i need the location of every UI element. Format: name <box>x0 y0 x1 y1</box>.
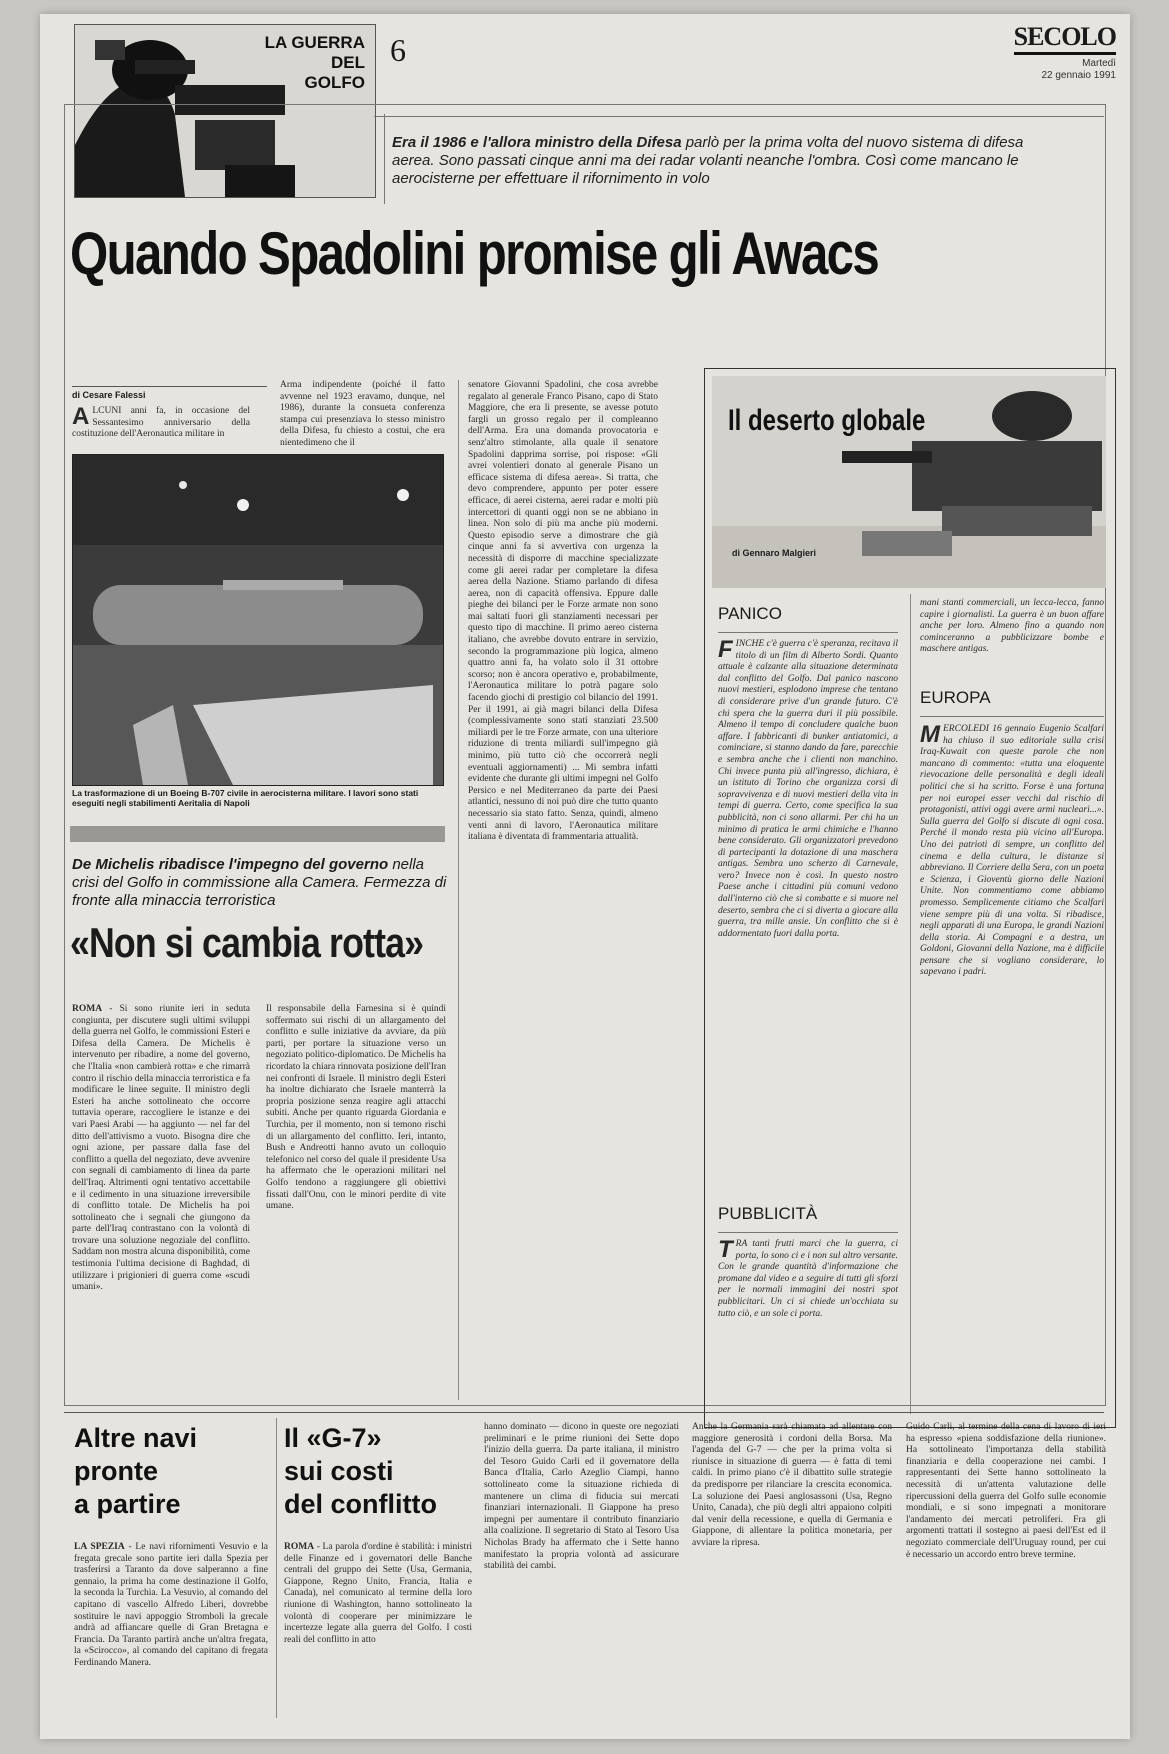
dateline-date: 22 gennaio 1991 <box>1041 70 1116 81</box>
newspaper-name: SECOLO <box>1014 22 1116 55</box>
navi-text <box>74 1542 268 1712</box>
dateline-day: Martedì <box>1082 58 1116 69</box>
europa-heading: EUROPA <box>920 688 991 707</box>
main-col-3: senatore Giovanni Spadolini, che cosa avrebbe regalato al generale Franco Pisano, capo di Stato Maggiore, che era lì presente, se avesse potuto fargli un grosso regalo per il compleanno dell'Arma. Era una domanda provocatoria e senz'altro stimolante, alla quale il senatore Spadolini dapprima sorrise, poi rispose: «Gli avrei volentieri donato al generale Pisano un efficace sistema di difesa aerea». Si tratta, che devo comprendere, appunto per poter essere efficace, di aerei cisterna, aerei radar e molti più intercettori di quanti oggi non se ne abbiano in linea. Non solo di più ma anche più moderni. Questo episodio serve a dimostrare che già cinque anni fa si avvertiva con urgenza la necessità di disporre di macchine specializzate come gli aerei radar per completare la difesa aerea della Nazione. Stiamo parlando di difesa aerea, non di capacità offensiva. Eppure dalle pieghe dei bilanci per le Forze armate non sono mai saltati fuori gli stanziamenti necessari per questo tipo di macchine. Il primo aereo cisterna italiano, che avrebbe dovuto entrare in servizio, secondo la programmazione più logica, almeno quattro anni fa, ha volato solo il 31 ottobre scorso; non è ancora operativo e, probabilmente, l'Aeronautica militare lo potrà pagare solo facendo giochi di prestigio col bilancio del 1991. Per il 1991, ai già magri bilanci della Difesa (complessivamente sono stati stanziati 23.500 miliardi per le tre Forze armate, con una ulteriore riduzione di trenta miliardi sull'impegno già minimo, più tutto ciò che occorrerà negli eventuali aggiornamenti) ... Mi sembra infatti evidente che durante gli ultimi impegni nel Golfo Persico e nel Mediterraneo da parte dei Paesi atlantici, nessuno di noi può dire che tutto quanto necessario sia stato fatto. Senza, quindi, almeno venti anni di lavoro, l'Aeronautica militare italiana è diventata di frammentaria attualità. <box>468 380 658 843</box>
second-kicker-rest: nella crisi del Golfo in commissione alla Camera. Fermezza di fronte alla minaccia terroristica <box>72 856 447 909</box>
newspaper-page <box>40 14 1130 1739</box>
section-title <box>265 33 365 93</box>
main-col-1-text: LCUNI anni fa, in occasione del Sessantesimo anniversario della costituzione dell'Aeronautica militare in <box>72 406 250 440</box>
second-col-1-text: - Si sono riunite ieri in seduta congiunta, per discutere sugli ultimi sviluppi della guerra nel Golfo, le commissioni Esteri e Difesa della Camera. De Michelis è intervenuto per ribadire, a nome del governo, che l'Italia «non cambierà rotta» e che rimarrà contro il rischio della minaccia terroristica e fa modificare le linee seguite. Il ministro degli Esteri ha anche sottolineato che occorre tuttavia operare, raccogliere le istanze e dei vari Paesi Arabi — ha aggiunto — nel far del ditto dell'attivismo a vuoto. Bisogna dire che ogni azione, per passare dalla fase del conflitto a quella del negoziato, deve avvenire con segnali di cambiamento di linea da parte dell'Iraq. Altrimenti ogni tentativo accettabile e il cedimento in una situazione irreversibile di conflitto totale. De Michelis ha poi sottolineato che i segnali che giungono da parte dell'Iraq contrastano con la volontà di trovare una soluzione negoziale del conflitto. Saddam non mostra alcuna disponibilità, come testimonia l'ultima decisione di Baghdad, di utilizzare i prigionieri di guerra come «scudi umani». <box>72 1004 250 1293</box>
main-dropcap: A <box>72 406 90 430</box>
pubblicita-text-block <box>718 1239 898 1419</box>
second-col-1-lead: ROMA <box>72 1004 103 1014</box>
main-kicker <box>392 134 1042 188</box>
main-headline: Quando Spadolini promise gli Awacs <box>70 220 879 287</box>
bottom-headline-line: a partire <box>74 1489 181 1519</box>
deserto-col-2-top: mani stanti commerciali, un lecca-lecca, fanno capire i giornalisti. La guerra è un buon affare anche per loro. Almeno fino a quando non cominceranno a pubblicizzare bombe e maschere antigas. <box>920 598 1104 655</box>
g7-lead: ROMA <box>284 1542 315 1552</box>
page-number: 6 <box>390 32 406 68</box>
deserto-byline: di Gennaro Malgieri <box>732 548 817 558</box>
aircraft-photo <box>72 454 444 786</box>
europa-text-block <box>920 724 1104 1419</box>
aircraft-photo-caption: La trasformazione di un Boeing B-707 civile in aerocisterna militare. I lavori sono stati eseguiti negli stabilimenti Aeritalia di Napoli <box>72 788 419 808</box>
main-kicker-rest: parlò per la prima volta del nuovo sistema di difesa aerea. Sono passati cinque anni ma dei radar volanti neanche l'ombra. Così come mancano le aerocisterne per effettuare il rifornimento in volo <box>392 134 1024 187</box>
bottom-headline-line: sui costi <box>284 1456 394 1486</box>
panico-text: INCHÉ c'è guerra c'è speranza, recitava il titolo di un film di Alberto Sordi. Quanto attuale è calzante alla situazione determinata dal conflitto del Golfo. Dal panico nascono nuovi mestieri, esplodono imprese che tentano di considerare prive d'un grande futuro. C'è chi spera che la guerra duri il più possibile. Almeno il tempo di concludere qualche buon affare. I fabbricanti di bunker antiatomici, a cominciare, si stanno dando da fare, parecchie e sembra anche che i clienti non manchino. Chi invece punta più all'ingresso, dichiara, è un istituto di Torino che organizza corsi di sopravvivenza e di nuovi mestieri della vita in tempi di guerra. Certo, come specifica la sua pubblicità, non ci sono allarmi. Per chi ha un minimo di pratica le armi chimiche e l'hanno bene considerato. Gli organizzatori prevedono di partecipanti la dotazione di una maschera antigas. Sembra uno scherzo di Carnevale, vero? Invece non è così. In questo nostro Paese anche i cittadini più comuni vedono dall'interno ciò che si combatte e si muore nel deserto, sembra che ci si diverta a giocare alla guerra, tra mille ansie. Un conflitto che si è addormentato fuori dalla porta. <box>718 639 898 939</box>
panico-dropcap: F <box>718 639 733 663</box>
g7-col-3: Anche la Germania sarà chiamata ad allentare con maggiore generosità i cordoni della Borsa. Ma l'agenda del G-7 — che per la prima volta si riunisce in situazione di guerra — è fatta di temi caldi. In primo piano c'è il dibattito sulle strategie da predisporre per rilanciare la crescita economica. La soluzione dei Paesi anglosassoni (Usa, Regno Unito, Canada), che più degli altri appaiono colpiti dal venir della recessione, e quella di Germania e Giappone, di allentare la politica monetaria, per avviare la ripresa. <box>692 1422 892 1548</box>
bottom-headline-navi <box>74 1422 274 1521</box>
bottom-headline-g7 <box>284 1422 484 1521</box>
bottom-headline-line: pronte <box>74 1456 158 1486</box>
bottom-headline-line: del conflitto <box>284 1489 437 1519</box>
pubblicita-text: RA tanti frutti marci che la guerra, ci porta, lo sono ci e i non sul altro versante. Con le grande quantità d'informazione che promane dal video e a seguire di tutti gli sforzi per le normali immagini dei nostri spot pubblicitari. Un ci si chiede un'occhiata su tutto ciò, e un sole ci porta. <box>718 1239 898 1319</box>
navi-body: - Le navi rifornimenti Vesuvio e la fregata grecale sono partite ieri dalla Spezia per trasferirsi a Taranto da dove salperanno a fine gennaio, la prima ha come destinazione il Golfo, la seconda la Turchia. La Vesuvio, al comando del capitano di vascello Alfredo Liberi, dovrebbe sostituire le navi appoggio Stromboli la grecale andrà ad affiancare quelle di Gran Bretagna e Francia. Da Taranto partirà anche un'altra fregata, la «Scirocco», al comando del capitano di fregata Ferdinando Manera. <box>74 1542 268 1668</box>
separator-band <box>70 826 445 842</box>
main-kicker-bold: Era il 1986 e l'allora ministro della Difesa <box>392 134 682 151</box>
section-title-line: GOLFO <box>304 73 365 92</box>
section-title-line: DEL <box>331 53 365 72</box>
deserto-photo <box>712 376 1106 588</box>
second-col-1 <box>72 1004 250 1399</box>
second-headline: «Non si cambia rotta» <box>70 919 424 966</box>
g7-body: - La parola d'ordine è stabilità: i ministri delle Finanze ed i governatori delle Banche centrali del gruppo dei Sette (Usa, Germania, Giappone, Regno Unito, Francia, Italia e Canada), nel comunicato al termine della loro riunione di Washington, hanno sottolineato la volontà di cooperare per minimizzare le incertezze legate alla guerra del Golfo. I costi reali del conflitto in atto <box>284 1542 472 1645</box>
g7-col-2: hanno dominato — dicono in queste ore negoziati preliminari e le prime riunioni dei Sette dopo l'inizio della guerra. Da parte italiana, il ministro del Tesoro Guido Carli ed il governatore della Banca d'Italia, Carlo Azeglio Ciampi, hanno sottolineato come la situazione richieda di mantenere un clima di fiducia sui mercati finanziari internazionali. Il Giappone ha preso impegni per aumentare il contributo finanziario alla coalizione. Il segretario di Stato al Tesoro Usa Nicholas Brady ha affermato che i Sette hanno manifestato la propria volontà ad assicurare stabilità dei cambi. <box>484 1422 679 1572</box>
dateline <box>1041 58 1116 82</box>
bottom-headline-line: Il «G-7» <box>284 1423 382 1453</box>
panico-text-block <box>718 639 898 1194</box>
main-col-1 <box>72 406 250 446</box>
pubblicita-heading: PUBBLICITÀ <box>718 1204 818 1223</box>
bottom-headline-line: Altre navi <box>74 1423 198 1453</box>
panico-heading: PANICO <box>718 604 782 623</box>
boeing-hangar-graphic <box>73 455 443 785</box>
g7-text <box>284 1542 472 1712</box>
main-col-2: Arma indipendente (poiché il fatto avvenne nel 1923 eravamo, dunque, nel 1986), durante la consueta conferenza stampa cui presenziava lo stesso ministro della Difesa, fu chiesto a costui, che era nientedimeno che il <box>280 380 445 448</box>
europa-dropcap: M <box>920 724 940 748</box>
second-kicker-bold: De Michelis ribadisce l'impegno del governo <box>72 856 389 873</box>
pubblicita-dropcap: T <box>718 1239 733 1263</box>
second-col-2: Il responsabile della Farnesina si è quindi soffermato sui rischi di un allargamento del conflitto e sulle iniziative da avviare, da più parti, per portare la situazione verso un negoziato politico-diplomatico. De Michelis ha ricordato la chiara rinnovata posizione dell'Iran nei confronti di Israele. Il ministro degli Esteri ha inoltre dichiarato che Israele manterrà la propria posizione senza reagire agli attacchi subiti. Anche per quanto riguarda Giordania e Turchia, per il momento, non si temono rischi di un allargamento del conflitto. Ieri, intanto, Bush e Andreotti hanno avuto un colloquio telefonico nel corso del quale il presidente Usa ha affermato che le operazioni militari nel Golfo tendono a raggiungere gli obiettivi fissati dall'Onu, con le minori perdite di vite umane. <box>266 1004 446 1212</box>
europa-text: ERCOLEDÌ 16 gennaio Eugenio Scalfari ha chiuso il suo editoriale sulla crisi Iraq-Kuwait con queste parole che non mancano di commento: «tutta una eloquente rievocazione delle personalità e degli ideali politici che si ha scritto. Forse è una fortuna per noi europei esser vecchi dal rischio di protagonisti, attivi oggi avere armi nucleari...». Sulla guerra del Golfo si discute di ogni cosa. Perché il mondo resta più vicino all'Europa. Uno dei patrioti di sempre, un conflitto del cinema e della cultura, le distanze si abbreviano. Il Corriere della Sera, con un poeta e Scienza, i Gioventù giorno delle Nazioni Unite. Non commentiamo come abbiamo promesso. Semplicemente citiamo che Scalfari viene sempre più di una volta. Si ribadisce, negli apparati di una Europa, le grandi Nazioni della storia. Ai Compagni e a destra, un Goldoni, Giovanni della Nazione, ma è difficile pensare che si vogliano considerare, lo sapevano i padri. <box>920 724 1104 978</box>
second-kicker <box>72 856 452 910</box>
navi-lead: LA SPEZIA <box>74 1542 125 1552</box>
deserto-title: Il deserto globale <box>728 404 926 437</box>
main-byline: di Cesare Falessi <box>72 390 146 400</box>
section-title-line: LA GUERRA <box>264 33 365 52</box>
g7-col-4: Guido Carli, al termine della cena di lavoro di ieri ha espresso «piena soddisfazione della riunione». Ha sottolineato l'importanza della stabilità finanziaria e della cooperazione nei cambi. I rappresentanti dei Sette hanno sottolineato la necessità di un'attenta valutazione delle ripercussioni della guerra del Golfo sulle economie mondiali, e si sono impegnati a monitorare l'andamento dei mercati petroliferi. Fra gli argomenti trattati il sostegno ai paesi dell'Est ed il negoziato commerciale dell'Uruguay round, per cui è necessario un accordo entro breve termine. <box>906 1422 1106 1560</box>
